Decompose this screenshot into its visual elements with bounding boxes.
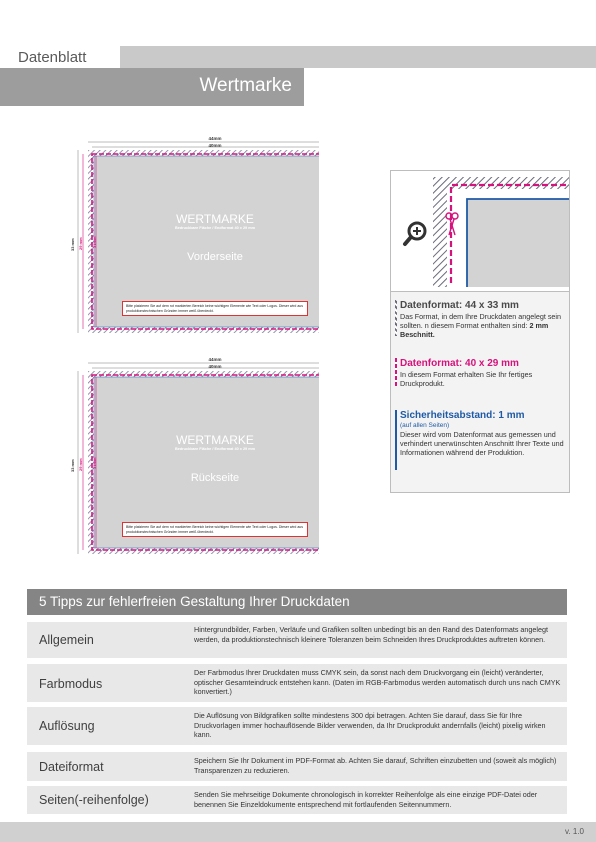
tip-text: Die Auflösung von Bildgrafiken sollte mindestens 300 dpi betragen. Achten Sie darauf, dass Sie für Ihre Druckvorlagen immer hochauflösende Bilder verwenden, da Ihr Druckprodukt andernfalls (leicht) pixelig wirken kann. [194,711,546,740]
zoom-in-icon [401,219,431,249]
tip-row [27,707,567,745]
dim-label-inner: 40mm [208,364,222,369]
printable-area [94,377,319,548]
printable-area [94,156,319,327]
tip-row [27,622,567,658]
legend-entry-final-format [400,358,565,388]
tip-name: Dateiformat [39,760,104,774]
card-subheading: Bedruckbare Fläche / Endformat 40 x 29 mm [175,226,255,230]
tip-text: Speichern Sie Ihr Dokument im PDF-Format ab. Achten Sie darauf, Schriften einzubetten und (soweit als möglich) Transparenzen zu reduzieren. [194,756,557,775]
height-label-inner: 31mm [92,236,97,248]
tip-row [27,752,567,781]
tip-row [27,664,567,702]
tips-title: 5 Tipps zur fehlerfreien Gestaltung Ihrer Druckdaten [39,594,350,609]
legend-entry-safety [400,410,565,458]
card-heading: WERTMARKE [176,212,254,226]
footer-band [0,822,596,842]
legend-safety-marker [395,410,397,470]
template-card-front [74,136,319,309]
legend-aside: (auf allen Seiten) [400,422,450,429]
scissors-icon [444,211,460,237]
version-label: v. 1.0 [565,827,584,836]
dim-label-outer: 44mm [208,357,222,362]
zoom-safe-fill [467,199,569,287]
card-warning-note: Bitte platzieren Sie auf dem rot markierten Bereich keine wichtigen Elemente wie Text oder Logos. Dieser wird aus produktionstechnischen Gründen immer weiß überdeckt. [122,301,308,316]
tip-name: Farbmodus [39,677,103,691]
legend-hatch-marker [395,300,397,336]
height-label-outer: 33 mm [70,459,75,472]
legend-text-main: Das Format, in dem Ihre Druckdaten angelegt sein sollten. n diesem Format enthalten sind: [400,312,561,331]
card-subheading: Bedruckbare Fläche / Endformat 40 x 29 mm [175,447,255,451]
template-card-back [74,357,319,530]
dim-label-outer: 44mm [208,136,222,141]
zoom-detail [391,171,569,291]
legend-panel [390,170,570,493]
height-label-mid: 29 mm [78,237,83,250]
template-drawing-front [74,136,319,336]
legend-info [391,292,569,492]
datasheet-tab-label: Datenblatt [18,49,87,66]
legend-entry-data-format [400,300,565,340]
page-title: Wertmarke [199,75,292,96]
tip-text: Senden Sie mehrseitige Dokumente chronologisch in korrekter Reihenfolge als eine einzige PDF-Datei oder benennen Sie Einzeldokumente entsprechend mit fortlaufenden Seitennummern. [194,790,538,809]
legend-text [400,312,565,340]
height-label-mid: 29 mm [78,458,83,471]
tip-text: Hintergrundbilder, Farben, Verläufe und Grafiken sollten unbedingt bis an den Rand des Datenformats angelegt werden, da produktionstechnisch kleinere Toleranzen beim Schneiden Ihres Druckproduktes auftreten können. [194,625,549,644]
legend-trim-marker [395,358,397,386]
legend-text-bold: 2 mm Beschnitt. [400,321,549,340]
legend-text: In diesem Format erhalten Sie Ihr fertiges Druckprodukt. [400,370,533,389]
card-heading: WERTMARKE [176,433,254,447]
template-drawing-back [74,357,319,557]
tip-row [27,786,567,814]
height-label-inner: 31mm [92,457,97,469]
tip-name: Auflösung [39,719,95,733]
title-bar [0,68,304,106]
datasheet-tab [0,46,120,68]
legend-title: Datenformat: 40 x 29 mm [400,358,519,369]
card-warning-note: Bitte platzieren Sie auf dem rot markierten Bereich keine wichtigen Elemente wie Text oder Logos. Dieser wird aus produktionstechnischen Gründen immer weiß überdeckt. [122,522,308,537]
legend-text: Dieser wird vom Datenformat aus gemessen und verhindert unerwünschten Anschnitt Ihrer Texte und Informationen während der Produktion. [400,430,564,458]
tips-header [27,589,567,615]
card-side-label: Rückseite [190,472,240,484]
legend-title: Datenformat: 44 x 33 mm [400,300,519,311]
tip-text: Der Farbmodus Ihrer Druckdaten muss CMYK sein, da sonst nach dem Druckvorgang ein (leicht) veränderter, optischer Gesamteindruck entstehen kann. (Daten im RGB-Farbmodus werden automatisch durch uns nach CMYK konvertiert.) [194,668,561,697]
height-label-outer: 33 mm [70,238,75,251]
card-side-label: Vorderseite [187,251,243,263]
tip-name: Allgemein [39,633,94,647]
legend-title: Sicherheitsabstand: 1 mm [400,410,525,421]
tip-name: Seiten(-reihenfolge) [39,793,149,807]
dim-label-inner: 40mm [208,143,222,148]
